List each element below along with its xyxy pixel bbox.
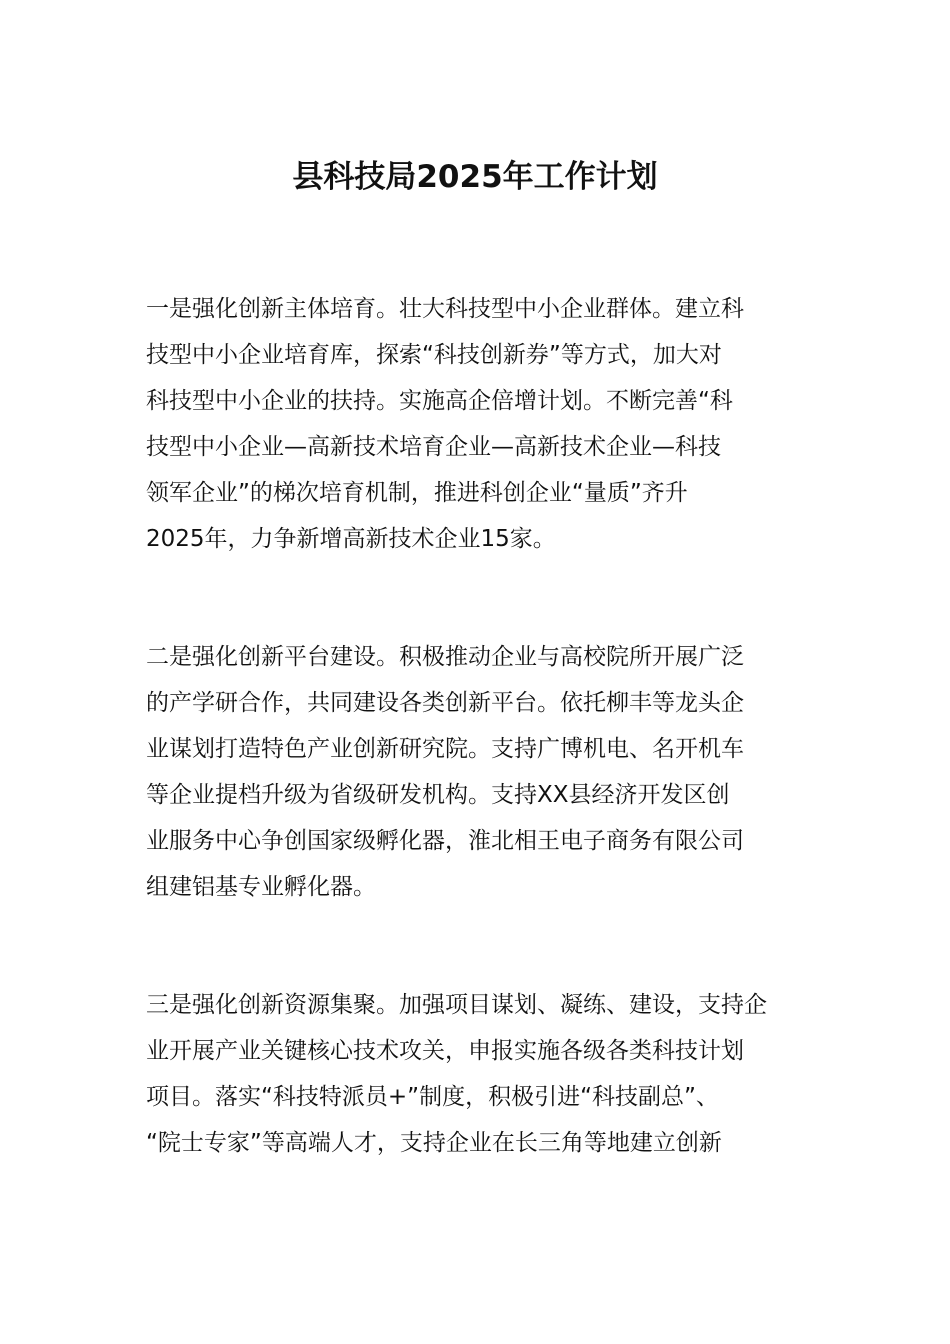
document-title: 县科技局2025年工作计划 <box>292 159 658 195</box>
paragraph-line: 组建铝基专业孵化器。 <box>146 874 376 900</box>
paragraph-line: 领军企业”的梯次培育机制，推进科创企业“量质”齐升 <box>146 480 688 506</box>
paragraph-innovation-platforms <box>146 634 806 910</box>
paragraph-innovation-entities <box>146 286 806 562</box>
paragraph-line: 二是强化创新平台建设。积极推动企业与高校院所开展广泛 <box>146 644 744 670</box>
paragraph-line: 一是强化创新主体培育。壮大科技型中小企业群体。建立科 <box>146 296 744 322</box>
paragraph-line: 三是强化创新资源集聚。加强项目谋划、凝练、建设，支持企 <box>146 992 767 1018</box>
paragraph-line: 2025年，力争新增高新技术企业15家。 <box>146 526 556 552</box>
paragraph-line: 业开展产业关键核心技术攻关，申报实施各级各类科技计划 <box>146 1038 744 1064</box>
paragraph-line: 业谋划打造特色产业创新研究院。支持广博机电、名开机车 <box>146 736 744 762</box>
paragraph-line: 技型中小企业—高新技术培育企业—高新技术企业—科技 <box>146 434 721 460</box>
paragraph-line: 等企业提档升级为省级研发机构。支持XX县经济开发区创 <box>146 782 730 808</box>
paragraph-line: “院士专家”等高端人才，支持企业在长三角等地建立创新 <box>146 1130 722 1156</box>
paragraph-line: 业服务中心争创国家级孵化器，淮北相王电子商务有限公司 <box>146 828 744 854</box>
paragraph-innovation-resources <box>146 982 806 1166</box>
paragraph-line: 科技型中小企业的扶持。实施高企倍增计划。不断完善“科 <box>146 388 733 414</box>
paragraph-line: 的产学研合作，共同建设各类创新平台。依托柳丰等龙头企 <box>146 690 744 716</box>
paragraph-line: 项目。落实“科技特派员+”制度，积极引进“科技副总”、 <box>146 1084 719 1110</box>
paragraph-line: 技型中小企业培育库，探索“科技创新券”等方式，加大对 <box>146 342 722 368</box>
